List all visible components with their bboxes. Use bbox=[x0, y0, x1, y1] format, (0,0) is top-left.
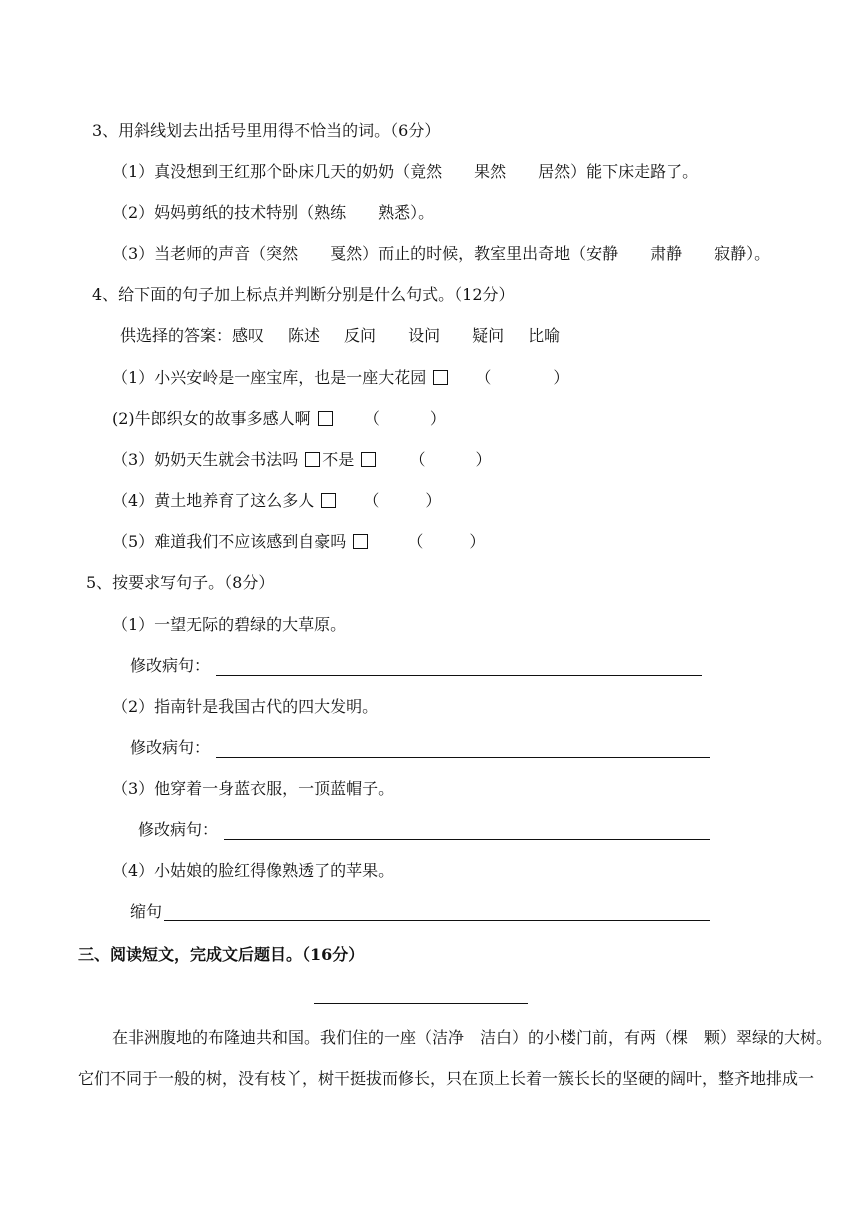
answer-line[interactable] bbox=[216, 675, 702, 676]
q4-option: 比喻 bbox=[528, 326, 561, 345]
punctuation-box[interactable] bbox=[318, 411, 333, 426]
q4-item-5: （5）难道我们不应该感到自豪吗 （ ） bbox=[112, 532, 486, 551]
answer-line[interactable] bbox=[216, 757, 710, 758]
punctuation-box[interactable] bbox=[321, 493, 336, 508]
q4-title: 4、给下面的句子加上标点并判断分别是什么句式。（12分） bbox=[92, 285, 515, 304]
section-title: 三、阅读短文，完成文后题目。（16分） bbox=[78, 945, 365, 964]
answer-paren[interactable]: （ ） bbox=[409, 450, 492, 469]
q4-option: 疑问 bbox=[472, 326, 505, 345]
q4-option: 感叹 bbox=[232, 326, 265, 345]
answer-paren[interactable]: （ ） bbox=[475, 368, 570, 387]
q5-sentence-2: （2）指南针是我国古代的四大发明。 bbox=[112, 697, 379, 716]
punctuation-box[interactable] bbox=[353, 534, 368, 549]
q4-options bbox=[120, 325, 560, 347]
answer-paren[interactable]: （ ） bbox=[363, 491, 442, 510]
q5-sentence-4: （4）小姑娘的脸红得像熟透了的苹果。 bbox=[112, 861, 395, 880]
q4-option: 设问 bbox=[408, 326, 441, 345]
answer-paren[interactable]: （ ） bbox=[363, 409, 446, 428]
q5-prompt-1: 修改病句： bbox=[130, 656, 211, 675]
q5-prompt-2: 修改病句： bbox=[130, 738, 211, 757]
q4-option: 陈述 bbox=[288, 326, 321, 345]
answer-line[interactable] bbox=[164, 920, 710, 921]
punctuation-box[interactable] bbox=[433, 370, 448, 385]
q3-item-1: （1）真没想到王红那个卧床几天的奶奶（竟然 果然 居然）能下床走路了。 bbox=[112, 162, 699, 181]
q3-item-2: （2）妈妈剪纸的技术特别（熟练 熟悉）。 bbox=[112, 203, 435, 222]
passage-line-2: 它们不同于一般的树，没有枝丫，树干挺拔而修长，只在顶上长着一簇长长的坚硬的阔叶，整齐地排成一 bbox=[78, 1069, 815, 1088]
q4-item-2: (2)牛郎织女的故事多感人啊 （ ） bbox=[112, 409, 446, 428]
answer-paren[interactable]: （ ） bbox=[407, 532, 486, 551]
q4-option: 反问 bbox=[344, 326, 377, 345]
punctuation-box[interactable] bbox=[305, 452, 320, 467]
q5-prompt-3: 修改病句： bbox=[138, 820, 219, 839]
q3-item-3: （3）当老师的声音（突然 戛然）而止的时候，教室里出奇地（安静 肃静 寂静）。 bbox=[112, 244, 771, 263]
q4-item-3: （3）奶奶天生就会书法吗 不是 （ ） bbox=[112, 450, 492, 469]
q5-sentence-1: （1）一望无际的碧绿的大草原。 bbox=[112, 615, 347, 634]
q5-prompt-4: 缩句 bbox=[130, 902, 163, 921]
punctuation-box[interactable] bbox=[361, 452, 376, 467]
q4-options-label: 供选择的答案： bbox=[120, 326, 233, 345]
q4-item-1: （1）小兴安岭是一座宝库，也是一座大花园 （ ） bbox=[112, 368, 570, 387]
q4-item-4: （4）黄土地养育了这么多人 （ ） bbox=[112, 491, 442, 510]
q5-sentence-3: （3）他穿着一身蓝衣服，一顶蓝帽子。 bbox=[112, 779, 395, 798]
q5-title: 5、按要求写句子。（8分） bbox=[86, 573, 275, 592]
answer-line[interactable] bbox=[224, 839, 710, 840]
passage-line-1: 在非洲腹地的布隆迪共和国。我们住的一座（洁净 洁白）的小楼门前，有两（棵 颗）翠绿的大树。 bbox=[112, 1028, 833, 1047]
q3-title: 3、用斜线划去出括号里用得不恰当的词。（6分） bbox=[92, 121, 441, 140]
title-blank-line[interactable] bbox=[314, 1003, 528, 1004]
